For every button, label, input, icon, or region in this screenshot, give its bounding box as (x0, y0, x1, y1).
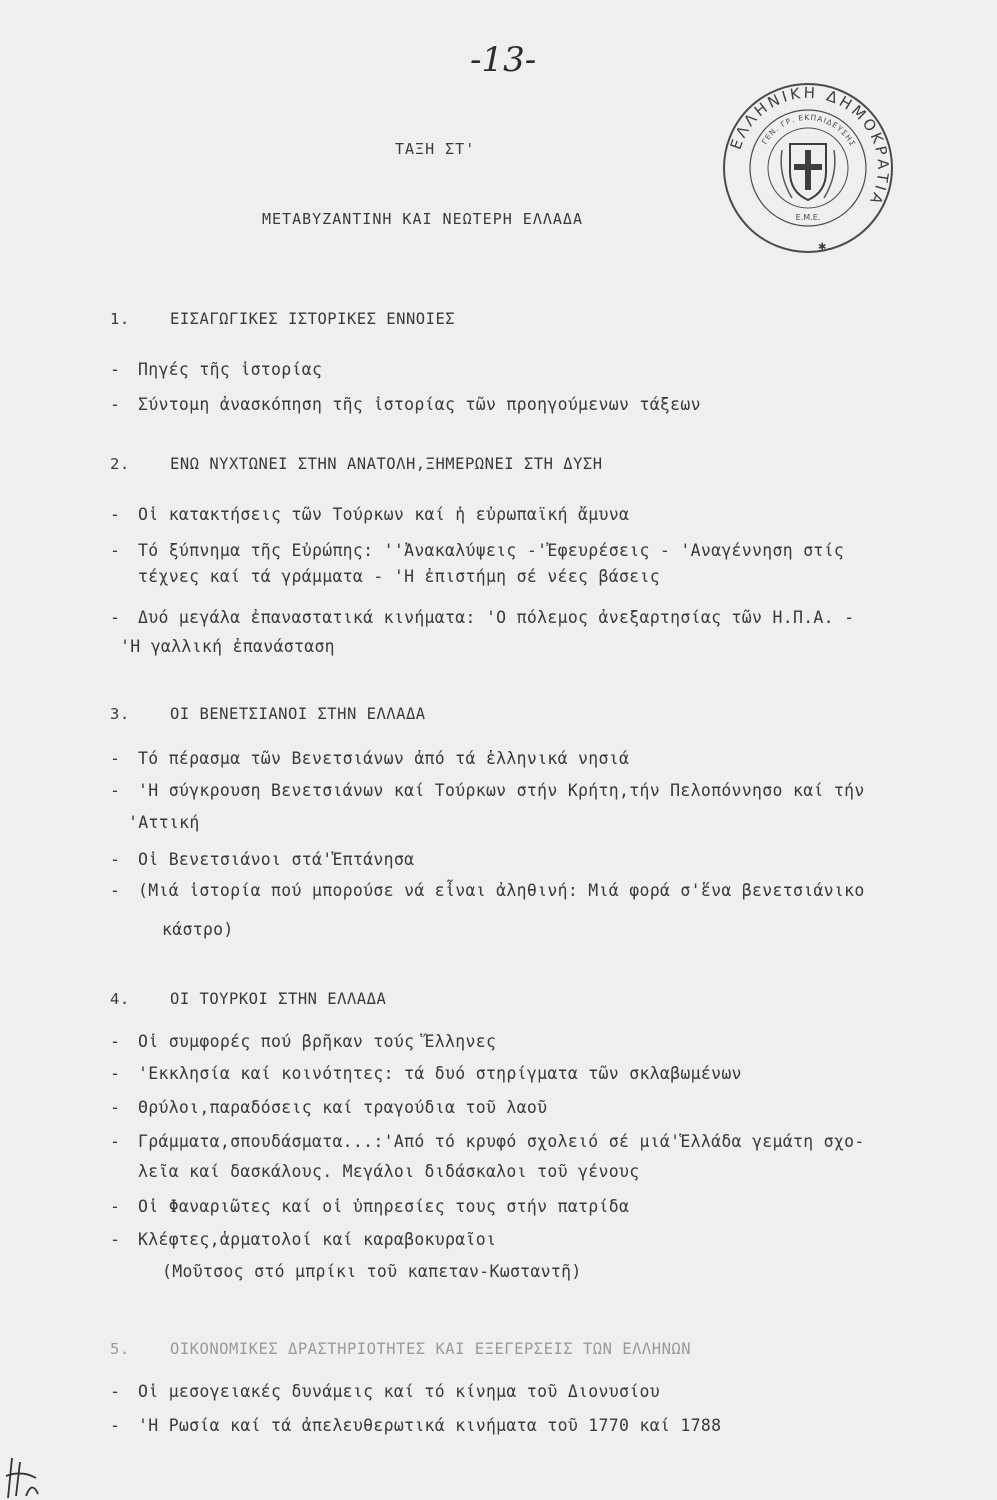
section-heading (110, 455, 603, 473)
list-item: - 'Εκκλησία καί κοινότητες: τά δυό στηρίγματα τῶν σκλαβωμένων (110, 1064, 742, 1083)
list-item: - Οἱ Φαναριῶτες καί οἱ ὑπηρεσίες τους στήν πατρίδα (110, 1197, 630, 1216)
section-number: 5. (110, 1340, 130, 1358)
section-title: ΟΙΚΟΝΟΜΙΚΕΣ ΔΡΑΣΤΗΡΙΟΤΗΤΕΣ ΚΑΙ ΕΞΕΓΕΡΣΕΙΣ ΤΩΝ ΕΛΛΗΝΩΝ (170, 1340, 692, 1358)
class-title: ΤΑΞΗ ΣΤ' (395, 140, 476, 158)
section-number: 1. (110, 310, 130, 328)
svg-text:Ε.Μ.Ε.: Ε.Μ.Ε. (795, 213, 821, 222)
svg-text:ΓΕΝ. ΓΡ. ΕΚΠΑΙΔΕΥΣΗΣ: ΓΕΝ. ΓΡ. ΕΚΠΑΙΔΕΥΣΗΣ (759, 112, 858, 149)
list-item-continuation: λεῖα καί δασκάλους. Μεγάλοι διδάσκαλοι τοῦ γένους (138, 1162, 640, 1181)
main-title: ΜΕΤΑΒΥΖΑΝΤΙΝΗ ΚΑΙ ΝΕΩΤΕΡΗ ΕΛΛΑΔΑ (262, 210, 583, 228)
section-number: 2. (110, 455, 130, 473)
section-title: ΕΝΩ ΝΥΧΤΩΝΕΙ ΣΤΗΝ ΑΝΑΤΟΛΗ,ΞΗΜΕΡΩΝΕΙ ΣΤΗ ΔΥΣΗ (170, 455, 603, 473)
list-item: - Σύντομη ἀνασκόπηση τῆς ἱστορίας τῶν προηγούμενων τάξεων (110, 395, 701, 414)
section-title: ΟΙ ΤΟΥΡΚΟΙ ΣΤΗΝ ΕΛΛΑΔΑ (170, 990, 387, 1008)
section-heading (110, 1340, 691, 1358)
svg-text:ΕΛΛΗΝΙΚΗ ΔΗΜΟΚΡΑΤΙΑ: ΕΛΛΗΝΙΚΗ ΔΗΜΟΚΡΑΤΙΑ (726, 83, 893, 210)
section-heading (110, 310, 455, 328)
list-item-continuation: (Μοῦτσος στό μπρίκι τοῦ καπεταν-Κωσταντῆ) (162, 1262, 582, 1281)
section-number: 4. (110, 990, 130, 1008)
list-item: - Γράμματα,σπουδάσματα...:'Από τό κρυφό σχολειό σέ μιά'Ἑλλάδα γεμάτη σχο- (110, 1132, 865, 1151)
list-item: - (Μιά ἱστορία πού μπορούσε νά εἶναι ἀληθινή: Μιά φορά σ'ἕνα βενετσιάνικο (110, 881, 865, 900)
section-number: 3. (110, 705, 130, 723)
section-title: ΕΙΣΑΓΩΓΙΚΕΣ ΙΣΤΟΡΙΚΕΣ ΕΝΝΟΙΕΣ (170, 310, 456, 328)
handwritten-mark-icon (2, 1450, 42, 1500)
list-item: - Πηγές τῆς ἱστορίας (110, 360, 323, 379)
page-number: -13- (470, 40, 537, 80)
list-item: - Δυό μεγάλα ἐπαναστατικά κινήματα: 'Ο πόλεμος ἀνεξαρτησίας τῶν Η.Π.Α. - (110, 608, 855, 627)
list-item-continuation: κάστρο) (162, 920, 234, 939)
list-item: - Οἱ Βενετσιάνοι στά'Ἑπτάνησα (110, 850, 415, 869)
list-item-continuation: 'Η γαλλική ἐπανάσταση (120, 637, 335, 656)
list-item-continuation: τέχνες καί τά γράμματα - 'Η ἐπιστήμη σέ νέες βάσεις (138, 567, 660, 586)
list-item: - 'Η Ρωσία καί τά ἀπελευθερωτικά κινήματα τοῦ 1770 καί 1788 (110, 1416, 722, 1435)
section-heading (110, 990, 386, 1008)
list-item: - Τό ξύπνημα τῆς Εὐρώπης: ''Ἀνακαλύψεις -'Ἐφευρέσεις - 'Αναγέννηση στίς (110, 541, 845, 560)
list-item-continuation: 'Αττική (128, 813, 200, 832)
list-item: - Οἱ συμφορές πού βρῆκαν τούς Ἕλληνες (110, 1032, 497, 1051)
official-stamp-icon (720, 80, 896, 256)
svg-text:✱: ✱ (818, 242, 827, 253)
section-title: ΟΙ ΒΕΝΕΤΣΙΑΝΟΙ ΣΤΗΝ ΕΛΛΑΔΑ (170, 705, 426, 723)
list-item: - 'Η σύγκρουση Βενετσιάνων καί Τούρκων στήν Κρήτη,τήν Πελοπόννησο καί τήν (110, 781, 865, 800)
list-item: - Τό πέρασμα τῶν Βενετσιάνων ἀπό τά ἑλληνικά νησιά (110, 749, 630, 768)
list-item: - Κλέφτες,ἁρματολοί καί καραβοκυραῖοι (110, 1230, 497, 1249)
list-item: - Οἱ μεσογειακές δυνάμεις καί τό κίνημα τοῦ Διονυσίου (110, 1382, 660, 1401)
list-item: - Θρύλοι,παραδόσεις καί τραγούδια τοῦ λαοῦ (110, 1098, 548, 1117)
list-item: - Οἱ κατακτήσεις τῶν Τούρκων καί ἡ εὐρωπαϊκή ἄμυνα (110, 505, 630, 524)
section-heading (110, 705, 426, 723)
